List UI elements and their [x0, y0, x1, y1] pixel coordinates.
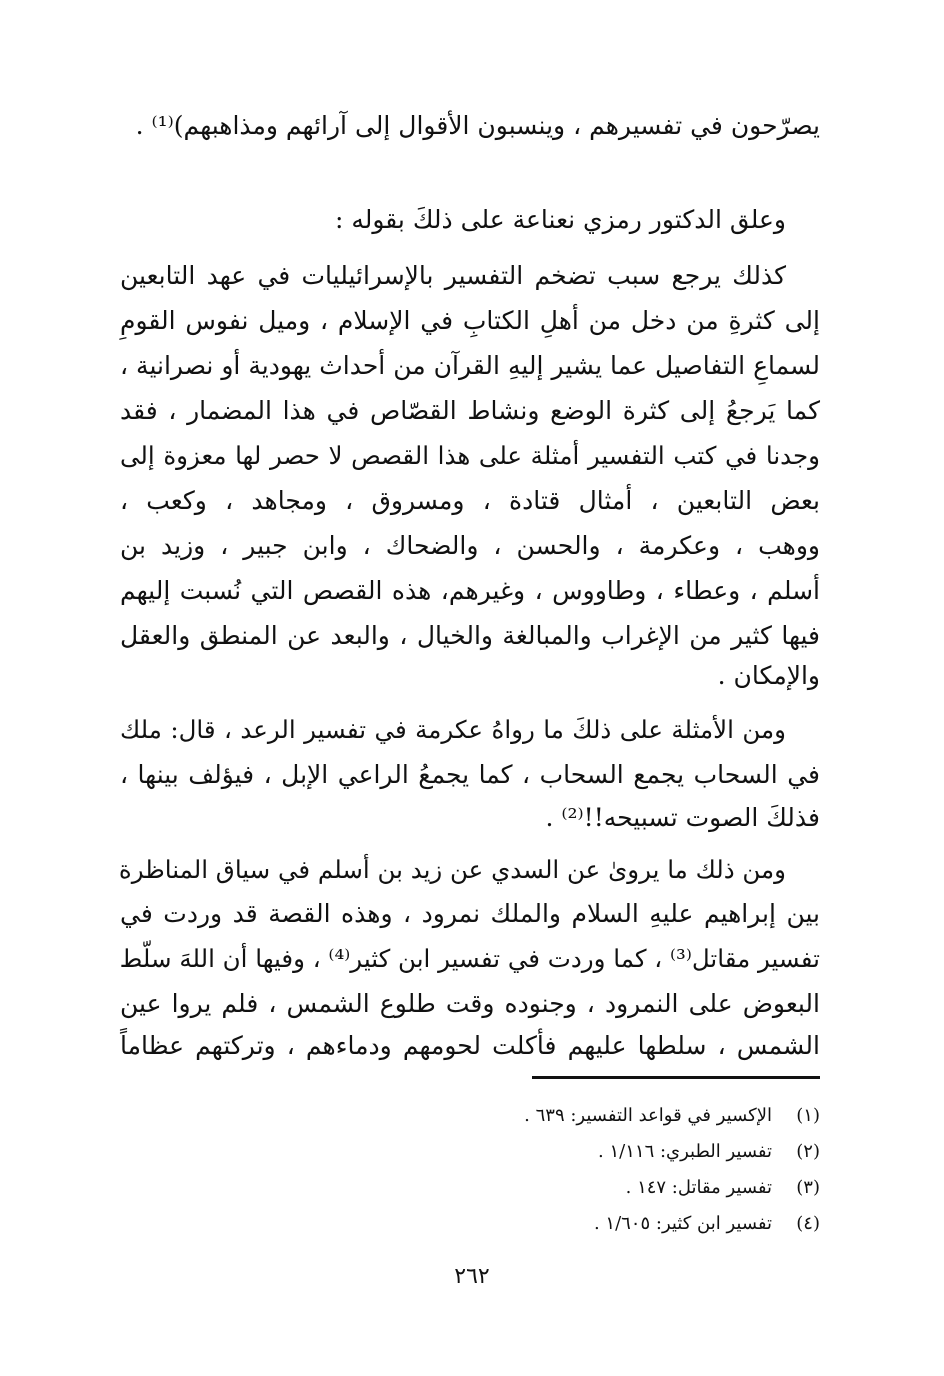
- example2-line: ومن ذلك ما يرویٰ عن السدي عن زيد بن أسلم في سياق المناظرة: [118, 855, 786, 884]
- footnote-number: (٢): [796, 1141, 820, 1162]
- footnote-text: تفسير مقاتل: ١٤٧ .: [625, 1177, 772, 1198]
- quote-line: لسماعِ التفاصيل عما يشير إليهِ القرآن من أحداث يهودية أو نصرانية ،: [120, 351, 820, 380]
- quote-line: كما يَرجعُ إلى كثرة الوضع ونشاط القصّاص في هذا المضمار ، فقد: [120, 396, 820, 425]
- quote-line: بعض التابعين ، أمثال قتادة ، ومسروق ، ومجاهد ، وكعب ،: [120, 486, 820, 515]
- page-number: ٢٦٢: [454, 1264, 490, 1289]
- example2-line: البعوض على النمرود ، وجنوده وقت طلوع الشمس ، فلم يروا عين: [120, 989, 820, 1018]
- example1-line: فذلكَ الصوت تسبيحه!!⁽²⁾ .: [545, 803, 820, 832]
- footnote-text: تفسير ابن كثير: ١/٦٠٥ .: [593, 1213, 772, 1234]
- example2-line: تفسير مقاتل⁽³⁾ ، كما وردت في تفسير ابن كثير⁽⁴⁾ ، وفيها أن اللهَ سلّط: [119, 944, 820, 973]
- quote-line: إلى كثرةِ من دخل من أهلِ الكتابِ في الإسلام ، وميل نفوس القومِ: [120, 306, 820, 335]
- footnote-text: تفسير الطبري: ١/١١٦ .: [598, 1141, 772, 1162]
- footnote-item: [594, 1210, 820, 1238]
- quote-line: والإمكان .: [717, 661, 820, 690]
- footnote-number: (٤): [796, 1213, 820, 1234]
- quote-line: وجدنا في كتب التفسير أمثلة على هذا القصص لا حصر لها معزوة إلى: [120, 441, 820, 470]
- footnote-number: (٣): [796, 1177, 820, 1198]
- example2-line: بين إبراهيم عليهِ السلام والملك نمرود ، وهذه القصة قد وردت في: [120, 899, 820, 928]
- quote-line: فيها كثير من الإغراب والمبالغة والخيال ، والبعد عن المنطق والعقل: [120, 621, 820, 650]
- footnote-text: الإكسير في قواعد التفسير: ٦٣٩ .: [524, 1105, 772, 1126]
- example1-line: ومن الأمثلة على ذلكَ ما رواهُ عكرمة في تفسير الرعد ، قال: ملك: [120, 715, 786, 744]
- quote-line: كذلك يرجع سبب تضخم التفسير بالإسرائيليات في عهد التابعين: [120, 261, 786, 290]
- top-fragment-line: يصرّحون في تفسيرهم ، وينسبون الأقوال إلى آرائهم ومذاهبهم)⁽¹⁾ .: [135, 111, 820, 140]
- example2-line: الشمس ، سلطها عليهم فأكلت لحومهم ودماءهم ، وتركتهم عظاماً: [120, 1031, 820, 1060]
- footnote-item: [524, 1102, 820, 1130]
- quote-line: أسلم ، وعطاء ، وطاووس ، وغيرهم، هذه القصص التي نُسبت إليهم: [120, 576, 820, 605]
- footnote-separator: [532, 1076, 820, 1079]
- example1-line: في السحاب يجمع السحاب ، كما يجمعُ الراعي الإبل ، فيؤلف بينها ،: [120, 760, 820, 789]
- footnote-item: [626, 1174, 820, 1202]
- footnote-item: [598, 1138, 820, 1166]
- quote-line: ووهب ، وعكرمة ، والحسن ، والضحاك ، وابن جبير ، وزيد بن: [120, 531, 820, 560]
- footnote-number: (١): [796, 1105, 820, 1126]
- intro-line: وعلق الدكتور رمزي نعناعة على ذلكَ بقوله :: [334, 205, 786, 234]
